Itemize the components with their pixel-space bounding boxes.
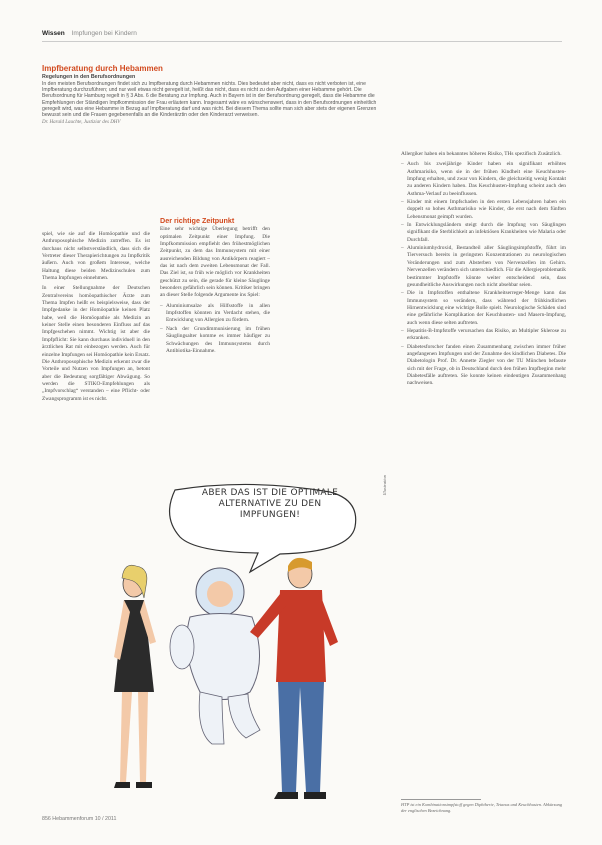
speech-bubble-text: ABER DAS IST DIE OPTIMALE ALTERNATIVE ZU DEN IMPFUNGEN! [201, 488, 339, 520]
list-item: – In Entwicklungsländern steigt durch die Impfung von Säuglingen signifikant die Sterblichkeit an infektiösen Krankheiten wie Malaria oder Durchfall. [401, 222, 566, 244]
man-figure [250, 558, 338, 799]
list-item: – Hepatitis-B-Impfstoffe verursachen das Risiko, an Multipler Sklerose zu erkranken. [401, 328, 566, 343]
footnote: HTP ist ein Kombinationsimpfstoff gegen Diphtherie, Tetanus und Keuchhusten. Abkürzung der englischen Bezeichnung. [401, 802, 563, 813]
info-box-signature: Dr. Harald Lauchte, Justiziar des DHV [42, 120, 121, 126]
paragraph: Allergiker haben ein bekanntes höheres Risiko, THs spezifisch Zusätzlich. [401, 151, 562, 157]
argument-list [160, 303, 270, 355]
list-item: – Nach der Grundimmunisierung im frühen Säuglingsalter komme es immer häufiger zu Schwächungen des Immunsystems durch Antibiotika-Einnahme. [160, 326, 270, 355]
section-label: Wissen [42, 30, 65, 37]
info-box-text: In den meisten Berufsordnungen findet sich zu Impfberatung durch Hebammen nichts. Dies bedeutet aber nicht, dass es nicht verboten ist, eine Impfberatung durchzuführen; und nur weil etwas nicht geregelt ist, heißt das nicht, dass es nicht zu den Aufgaben einer Hebamme gehört. Die Berufsordnung für Hamburg regelt in § 3 Abs. 6 die Beratung zur Impfung. Auch in Bayern ist in der Berufsordnung geregelt, dass die Hebamme die Empfehlungen der Ständigen Impfkommission der Frau erläutern kann. Insgesamt wäre es wünschenswert, dass in den Berufsordnungen einheitlich geregelt wird, was eine Hebamme in Bezug auf Impfberatung darf und was nicht. Bei diesem Thema sollte man sich aber stets der eigenen Grenzen bewusst sein und die Frauen gegebenenfalls an die Kinderärztin oder den Kinderarzt verweisen. [42, 81, 377, 119]
article-column-3 [401, 151, 566, 389]
list-item: – Die in Impfstoffen enthaltene Krankheitserreger-Menge kann das Immunsystem so verändern, dass während der frühkindlichen Hirnentwicklung eine wichtige Rolle spielt. Neurologische Schäden sind eine gefährliche Komplikation der Keuchhusten- und Masern-Impfung, auch wenn diese selten auftreten. [401, 290, 566, 327]
article-column-1 [42, 231, 150, 406]
section-heading: Der richtige Zeitpunkt [160, 216, 235, 225]
list-item: – Aluminiumsalze als Hilfsstoffe in allen Impfstoffen könnten im Verdacht stehen, die Entwicklung von Allergien zu fördern. [160, 303, 270, 325]
woman-figure [114, 565, 156, 788]
paragraph: Eine sehr wichtige Überlegung betrifft den optimalen Zeitpunkt einer Impfung. Die Impfkommission empfiehlt den frühestmöglichen Zeitpunkt, zu dem das Immunsystem mit einer ausreichenden Bildung von Antikörpern reagiert – das ist nach dem zweiten Lebensmonat der Fall. Das Ziel ist, so früh wie möglich vor Krankheiten geschützt zu sein, die gerade für kleine Säuglinge besonders gefährlich sein können. Kritiker bringen an dieser Stelle folgende Argumente ins Spiel: [160, 226, 270, 299]
topic-label: Impfungen bei Kindern [71, 30, 137, 37]
info-box-subtitle: Regelungen in den Berufsordnungen [42, 74, 136, 80]
footnote-divider [401, 799, 481, 800]
list-item: – Diabetesforscher fanden einen Zusammenhang zwischen immer früher angefangenen Impfungen und der Zunahme des kindlichen Diabetes. Die Diabetologin Prof. Dr. Annette Ziegler von der TU München befasste sich mit der Frage, ob in Deutschland durch den frühen Impfbeginn mehr Diabetesfälle auftreten. Sie konnte keinen eindeutigen Zusammenhang nachweisen. [401, 344, 566, 388]
illustration-credit: Illustration [382, 475, 387, 496]
list-item: – Kinder mit einem Impfschaden in den ersten Lebensjahren haben ein doppelt so hohes Asthmarisiko wie Kinder, die erst nach dem fünften Lebensmonat geimpft wurden. [401, 199, 566, 221]
child-in-protective-suit [170, 568, 260, 744]
article-column-2 [160, 217, 270, 356]
paragraph: spiel, wie sie auf die Homöopathie und die Anthroposophische Medizin zutreffen. Es ist durchaus nicht selbstverständlich, dass sich die Vertreter dieser Therapierichtungen zu Impfkritik äußern. Auch von großem Interesse, welche Haltung diese beiden Medizinschulen zum Thema Impfungen einnehmen. [42, 231, 150, 282]
header-divider [42, 41, 562, 42]
paragraph: In einer Stellungnahme der Deutschen Zentralvereins homöopathischer Ärzte zum Thema Impfen heißt es beispielsweise, dass der Impfgedanke in der Homöopathie keinen Platz habe, weil die Homöopathie als Medizin an keiner Stelle einen besonderen Einfluss auf das Impfgeschehen nimmt. Wichtig ist aber die Impfpflicht: Sie kann durchaus individuell in den ärztlichen Rat mit einbezogen werden. Auch für einzelne Impfungen sei Homöopathie kein Ersatz. Die Anthroposophische Medizin erkennt zwar die Vorteile und Nutzen von Impfungen an, betont aber die Bedeutung sorgfältiger Abwägung. So werden die STIKO-Empfehlungen als „Impfvorschlag“ verstanden – eine Pflicht- oder Zwangsprogramm ist es nicht. [42, 285, 150, 402]
list-item: – Aluminiumhydroxid, Bestandteil aller Säuglingsimpfstoffe, führt im Tierversuch bereits in geringsten Konzentrationen zu neurologischen Veränderungen und zum Absterben von Nervenzellen im Gehirn. Nervenzellen verändern sich unterschiedlich. Für die Allergieproblematik bestimmter Impfstoffe könnte weiter entscheidend sein, dass gesundheitliche Auswirkungen noch nicht absehbar seien. [401, 245, 566, 289]
info-box-title: Impfberatung durch Hebammen [42, 64, 163, 73]
argument-list [401, 161, 566, 387]
cartoon-illustration [100, 482, 400, 817]
page-header [42, 30, 137, 37]
page-footer: 856 Hebammenforum 10 / 2011 [42, 816, 117, 822]
list-item: – Auch bis zweijährige Kinder haben ein signifikant erhöhtes Asthmarisiko, wenn sie in der frühen Kindheit eine Keuchhusten-Impfung erhalten, und zwar von Kindern, die gleichzeitig wenig Kontakt zu anderen Kindern haben. Das Keuchhusten-Impfung scheint auch den Asthma-Verlauf zu beeinflussen. [401, 161, 566, 198]
